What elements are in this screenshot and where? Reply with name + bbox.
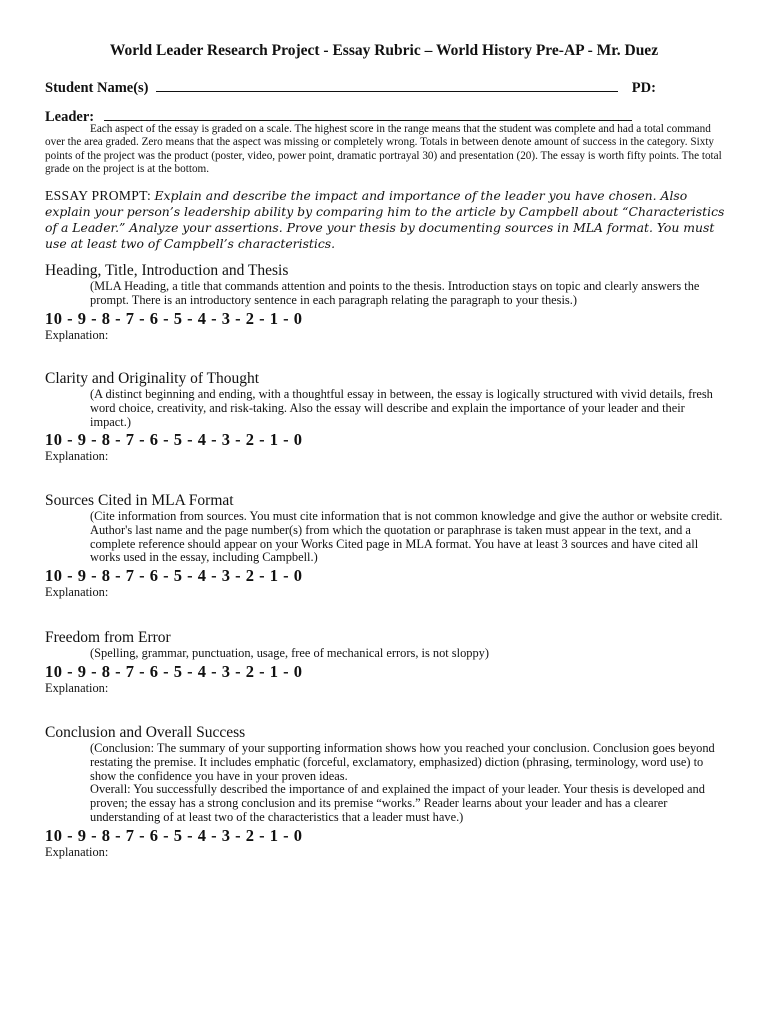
explanation-label: Explanation: — [45, 844, 109, 859]
score-scale: 10 - 9 - 8 - 7 - 6 - 5 - 4 - 3 - 2 - 1 - 0 — [45, 661, 303, 681]
section-heading-title — [45, 262, 735, 342]
document-title: World Leader Research Project - Essay Rubric – World History Pre-AP - Mr. Duez — [109, 42, 659, 59]
section-heading: Freedom from Error — [45, 629, 171, 646]
essay-prompt — [45, 188, 725, 252]
explanation-label: Explanation: — [45, 680, 109, 695]
leader-label: Leader: — [45, 109, 95, 125]
section-description: (Cite information from sources. You must cite information that is not common knowledge and give the author or website credit. Author's last name and the page number(s) from which the quotation or paraphrase is taken must appear in the text, and a complete reference should appear on your Works Cited page in MLA format. You have at least 3 sources and have cited all works used in the essay, including Campbell.) — [90, 509, 723, 565]
intro-paragraph: Each aspect of the essay is graded on a scale. The highest score in the range means that the student was complete and had a total command over the area graded. Zero means that the aspect was missing or completely wrong. Totals in between denote amount of success in the category. Sixty points of the project was the product (poster, video, power point, dramatic portrayal 30) and presentation (20). The essay is worth fifty points. The total grade on the project is at the bottom. — [45, 123, 722, 176]
section-heading: Heading, Title, Introduction and Thesis — [45, 262, 289, 279]
score-scale: 10 - 9 - 8 - 7 - 6 - 5 - 4 - 3 - 2 - 1 - 0 — [45, 308, 303, 328]
section-description: (Conclusion: The summary of your supporting information shows how you reached your conclusion. Conclusion goes beyond restating the premise. It includes emphatic (forceful, exclamatory, emphasized) diction (phrasing, terminology, word use) to show the confidence you have in your proven ideas. — [90, 741, 715, 783]
section-heading: Sources Cited in MLA Format — [45, 492, 234, 509]
section-description: (A distinct beginning and ending, with a thoughtful essay in between, the essay is logically structured with vivid details, fresh word choice, creativity, and risk-taking. Also the essay will describe and explain the importance of your leader and their impact.) — [90, 387, 713, 429]
section-sources — [45, 492, 735, 599]
section-clarity — [45, 370, 735, 463]
student-name-row — [45, 79, 656, 97]
leader-blank[interactable] — [104, 108, 632, 121]
section-description: (MLA Heading, a title that commands attention and points to the thesis. Introduction stays on topic and clearly answers the prompt. There is an introductory sentence in each paragraph relating the paragraph to your thesis.) — [90, 279, 700, 307]
score-scale: 10 - 9 - 8 - 7 - 6 - 5 - 4 - 3 - 2 - 1 - 0 — [45, 566, 303, 586]
section-description-overall: Overall: You successfully described the importance of and explained the impact of your leader. Your thesis is developed and proven; the essay has a strong conclusion and its premise “works.” Reader learns about your leader and has a clearer understanding of at least two of the characteristics that a leader must have.) — [90, 782, 705, 824]
score-scale: 10 - 9 - 8 - 7 - 6 - 5 - 4 - 3 - 2 - 1 - 0 — [45, 825, 303, 845]
section-heading: Clarity and Originality of Thought — [45, 370, 260, 387]
student-name-blank[interactable] — [156, 79, 618, 92]
section-heading: Conclusion and Overall Success — [45, 724, 246, 741]
section-description: (Spelling, grammar, punctuation, usage, free of mechanical errors, is not sloppy) — [90, 646, 489, 660]
explanation-label: Explanation: — [45, 327, 109, 342]
prompt-text: Explain and describe the impact and importance of the leader you have chosen. Also explain your person’s leadership ability by comparing him to the article by Campbell about “Characteristics of a Leader.” Analyze your assertions. Prove your thesis by documenting sources in MLA format. You must use at least two of Campbell’s characteristics. — [45, 188, 725, 251]
section-conclusion — [45, 724, 735, 859]
score-scale: 10 - 9 - 8 - 7 - 6 - 5 - 4 - 3 - 2 - 1 - 0 — [45, 430, 303, 450]
explanation-label: Explanation: — [45, 449, 109, 464]
section-freedom-error — [45, 629, 735, 695]
explanation-label: Explanation: — [45, 585, 109, 600]
pd-label: PD: — [631, 80, 656, 96]
prompt-label: ESSAY PROMPT: — [45, 188, 152, 203]
student-name-label: Student Name(s) — [45, 80, 149, 96]
